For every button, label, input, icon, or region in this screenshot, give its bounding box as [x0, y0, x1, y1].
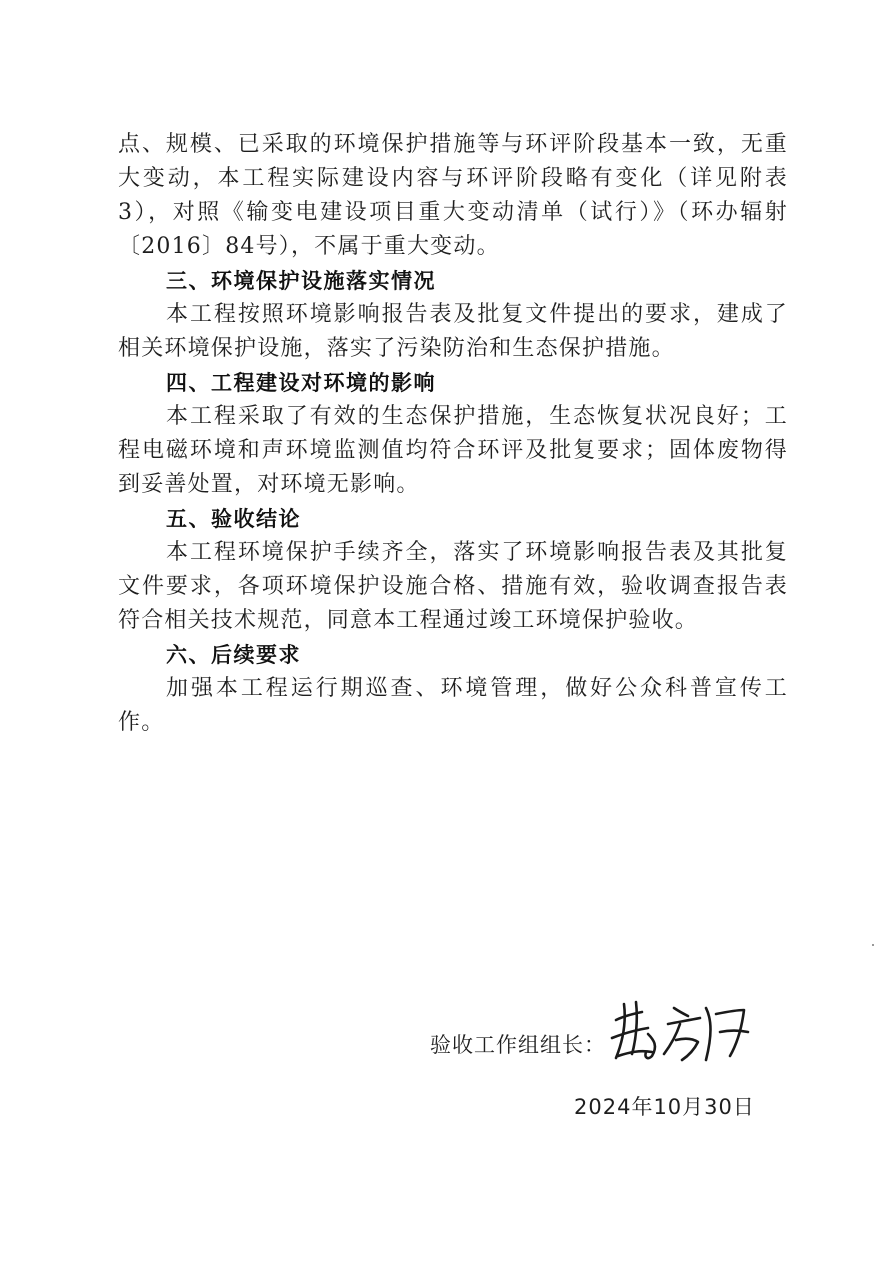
- section-body-impact: 本工程采取了有效的生态保护措施，生态恢复状况良好；工程电磁环境和声环境监测值均符合环评及批复要求；固体废物得到妥善处置，对环境无影响。: [118, 404, 788, 497]
- handwritten-signature: [602, 990, 762, 1070]
- section-heading-followup: 六、后续要求: [166, 643, 301, 667]
- signature-label: 验收工作组组长：: [430, 1033, 606, 1057]
- signature-block: [430, 990, 790, 1070]
- scan-artifact: [872, 944, 874, 946]
- intro-paragraph: 点、规模、已采取的环境保护措施等与环评阶段基本一致，无重大变动，本工程实际建设内容与环评阶段略有变化（详见附表3），对照《输变电建设项目重大变动清单（试行）》（环办辐射〔2016〕84号），不属于重大变动。: [118, 132, 788, 259]
- section-body-followup: 加强本工程运行期巡查、环境管理，做好公众科普宣传工作。: [118, 676, 788, 735]
- document-body: [118, 128, 788, 740]
- section-body-conclusion: 本工程环境保护手续齐全，落实了环境影响报告表及其批复文件要求，各项环境保护设施合格、措施有效，验收调查报告表符合相关技术规范，同意本工程通过竣工环境保护验收。: [118, 540, 788, 633]
- section-heading-facilities: 三、环境保护设施落实情况: [166, 269, 436, 293]
- section-heading-conclusion: 五、验收结论: [166, 507, 301, 531]
- section-body-facilities: 本工程按照环境影响报告表及批复文件提出的要求，建成了相关环境保护设施，落实了污染防治和生态保护措施。: [118, 302, 788, 361]
- section-heading-impact: 四、工程建设对环境的影响: [166, 371, 436, 395]
- document-date: 2024年10月30日: [574, 1095, 755, 1119]
